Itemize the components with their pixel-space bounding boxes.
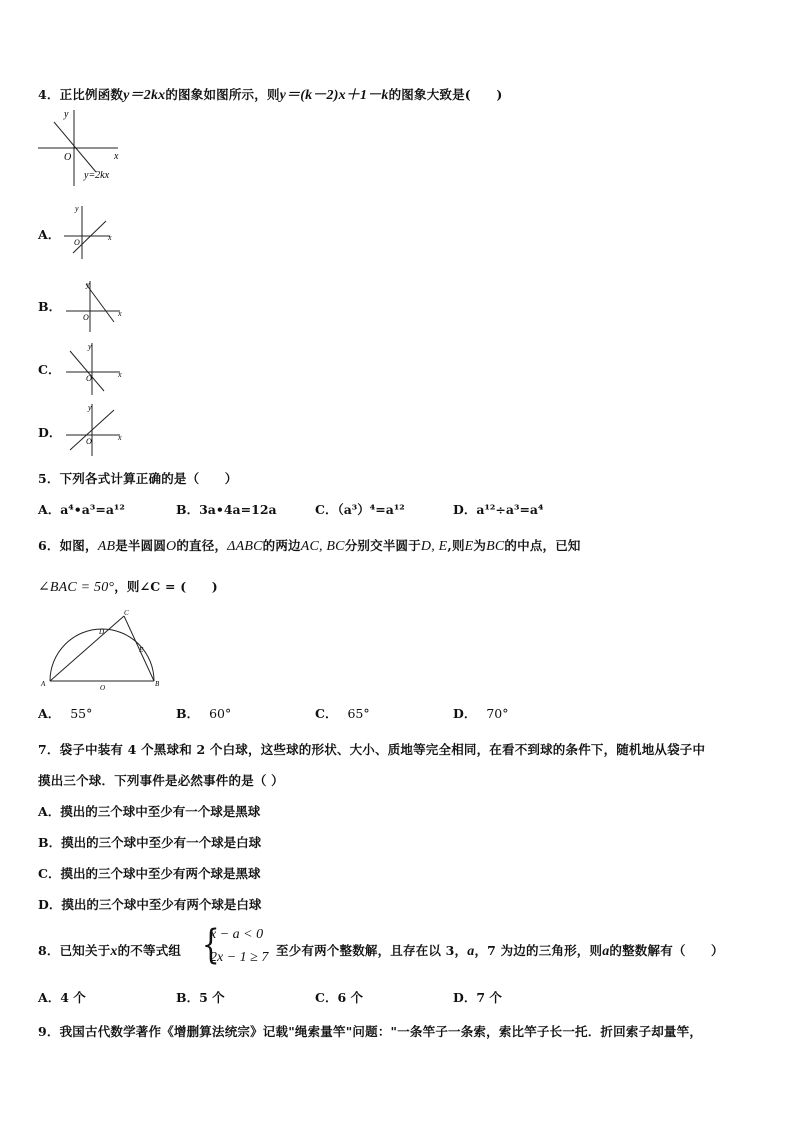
q5-option-d[interactable]: D．a¹²÷a³=a⁴ — [453, 502, 544, 517]
q5-stem: 5．下列各式计算正确的是（ ） — [38, 471, 238, 486]
q6-point-c: C — [124, 609, 129, 617]
svg-text:x: x — [118, 370, 122, 379]
q8-inequality-1: x − a < 0 — [210, 927, 264, 942]
q5-option-c[interactable]: C．（a³）⁴=a¹² — [315, 502, 405, 517]
q8-option-b[interactable]: B．5 个 — [176, 990, 225, 1005]
svg-text:y: y — [86, 280, 90, 289]
q5-option-b[interactable]: B．3a•4a=12a — [176, 502, 277, 517]
q6-point-b: B — [155, 680, 160, 688]
q6-semicircle-figure — [38, 606, 168, 694]
q4-main-func-label: y=2kx — [84, 170, 110, 181]
q7-stem-line1: 7．袋子中装有 4 个黑球和 2 个白球，这些球的形状、大小、质地等完全相同，在看不到球的条件下，随机地从袋子中 — [38, 742, 706, 757]
q7-option-a[interactable]: A．摸出的三个球中至少有一个球是黑球 — [38, 804, 261, 819]
q5-option-a[interactable]: A．a⁴•a³=a¹² — [38, 502, 125, 517]
q6-point-o: O — [100, 684, 106, 692]
q8-stem-continued: 至少有两个整数解，且存在以 3，a，7 为边的三角形，则a的整数解有（ ） — [276, 943, 724, 959]
q4-main-origin: O — [64, 152, 72, 163]
q4-option-b-label[interactable]: B． — [38, 299, 62, 314]
q4-option-d-graph[interactable] — [64, 402, 126, 458]
q6-point-e: E — [139, 646, 144, 654]
svg-text:y: y — [88, 342, 92, 351]
svg-text:x: x — [108, 233, 112, 242]
q7-option-d[interactable]: D．摸出的三个球中至少有两个球是白球 — [38, 897, 262, 912]
left-brace-icon: { — [201, 922, 220, 968]
q8-option-c[interactable]: C．6 个 — [315, 990, 364, 1005]
q7-option-b[interactable]: B．摸出的三个球中至少有一个球是白球 — [38, 835, 262, 850]
svg-text:y: y — [88, 403, 92, 412]
svg-text:x: x — [118, 433, 122, 442]
q8-inequality-2: 2x − 1 ≥ 7 — [210, 950, 269, 965]
svg-text:y: y — [75, 204, 79, 213]
q7-stem-line2: 摸出三个球．下列事件是必然事件的是（ ） — [38, 773, 284, 788]
q4-option-a-graph[interactable] — [60, 203, 120, 263]
svg-text:O: O — [74, 238, 80, 247]
q4-main-x-label: x — [114, 151, 119, 162]
q8-option-a[interactable]: A．4 个 — [38, 990, 86, 1005]
q6-point-a: A — [41, 680, 46, 688]
svg-text:x: x — [118, 309, 122, 318]
q4-option-a-label[interactable]: A． — [38, 227, 61, 242]
q4-option-b-graph[interactable] — [64, 278, 126, 334]
q6-option-c[interactable]: C． 65° — [315, 706, 370, 721]
q6-option-d[interactable]: D． 70° — [453, 706, 509, 721]
svg-text:O: O — [86, 437, 92, 446]
q6-option-b[interactable]: B． 60° — [176, 706, 232, 721]
q8-stem: 8．已知关于x的不等式组 — [38, 943, 182, 959]
svg-text:O: O — [86, 374, 92, 383]
q9-stem: 9．我国古代数学著作《增删算法统宗》记载"绳索量竿"问题："一条竿子一条索，索比竿子长一托．折回索子却量竿， — [38, 1024, 703, 1039]
q4-option-c-graph[interactable] — [64, 341, 126, 397]
q4-main-figure — [36, 108, 126, 188]
q6-point-d: D — [99, 628, 105, 636]
q6-option-a[interactable]: A． 55° — [38, 706, 93, 721]
q4-main-y-label: y — [64, 109, 69, 120]
q4-stem: 4．正比例函数y＝2kx的图象如图所示，则y＝(k－2)x＋1－k的图象大致是( ) — [38, 87, 503, 103]
q7-option-c[interactable]: C．摸出的三个球中至少有两个球是黑球 — [38, 866, 261, 881]
q6-stem-line1: 6．如图，AB是半圆圆O的直径，ΔABC的两边AC, BC分别交半圆于D, E,则E为BC的中点，已知 — [38, 538, 581, 554]
q6-stem-line2: ∠BAC = 50°，则∠C = ( ) — [38, 579, 218, 595]
svg-text:O: O — [83, 313, 89, 322]
q4-option-c-label[interactable]: C． — [38, 362, 61, 377]
q8-option-d[interactable]: D．7 个 — [453, 990, 502, 1005]
q4-option-d-label[interactable]: D． — [38, 425, 62, 440]
